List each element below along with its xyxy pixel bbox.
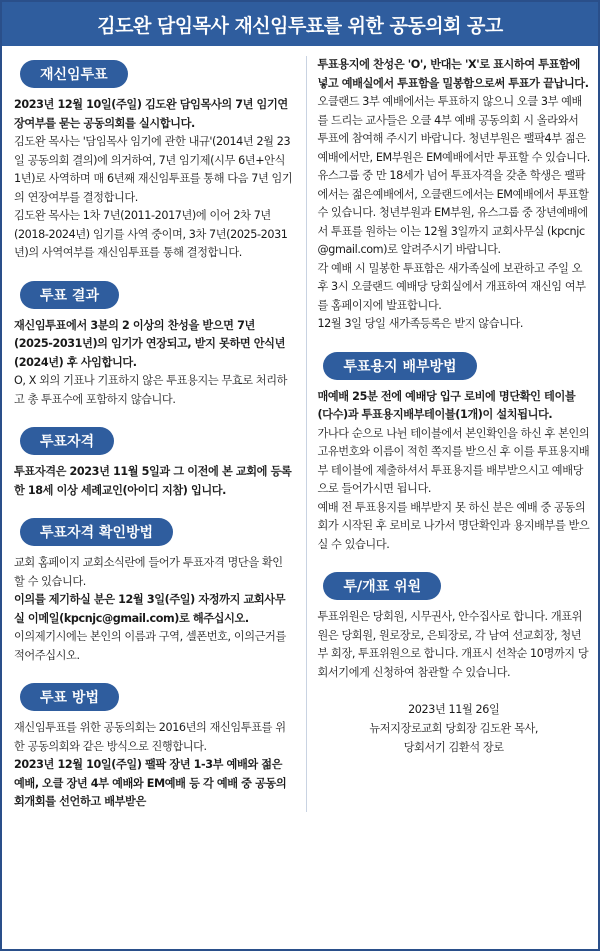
right-column [306,56,590,812]
section-heading-vote-method: 투표 방법 [20,683,119,711]
section-text: 투표용지에 찬성은 'O', 반대는 'X'로 표시하여 투표함에 넣고 예배실에서 투표함을 밀봉함으로써 투표가 끝납니다. [317,58,589,90]
section-heading-vote-committee: 투/개표 위원 [323,572,441,600]
section-text: 재신임투표를 위한 공동의회는 2016년의 재신임투표를 위한 공동의회와 같은 방식으로 진행합니다. [14,721,286,753]
section-text: 김도완 목사는 1차 7년(2011-2017년)에 이어 2차 7년(2018-2024년) 임기를 사역 중이며, 3차 7년(2025-2031년)의 사역여부를 재신임투표를 통해 결정합니다. [14,209,288,259]
section-text: 각 예배 시 밀봉한 투표함은 새가족실에 보관하고 주일 오후 3시 오클랜드 예배당 당회실에서 개표하여 재신임 여부를 홈페이지에 발표합니다. [317,261,586,312]
section-text: 투표자격은 2023년 11월 5일과 그 이전에 본 교회에 등록한 18세 이상 세례교인(아이디 지참) 입니다. [14,465,292,497]
section-text: 이의제기시에는 본인의 이름과 구역, 셀폰번호, 이의근거를 적어주십시오. [14,630,286,662]
section-text: 예배 전 투표용지를 배부받지 못 하신 분은 예배 중 공동의회가 시작된 후 로비로 나가서 명단확인과 용지배부를 받으실 수 있습니다. [317,500,590,551]
section-heading-eligibility-check: 투표자격 확인방법 [20,518,173,546]
title-banner [2,2,598,46]
section-text: 2023년 12월 10일(주일) 팰팍 장년 1-3부 예배와 젊은 예배, 오클 장년 4부 예배와 EM예배 등 각 예배 중 공동의회개회를 선언하고 배부받은 [14,758,287,808]
section-text: 김도완 목사는 '담임목사 임기에 관한 내규'(2014년 2월 23일 공동의회 결의)에 의거하여, 7년 임기제(시무 6년+안식 1년)로 사역하며 매 6년째 재신임투표를 통해 다음 7년 임기의 연장여부를 결정합니다. [14,135,293,204]
section-heading-eligibility: 투표자격 [20,427,114,455]
section-text: 매예배 25분 전에 예배당 입구 로비에 명단확인 테이블(다수)과 투표용지배부테이블(1개)이 설치됩니다. [317,389,576,421]
page-title: 김도완 담임목사 재신임투표를 위한 공동의회 공고 [97,14,503,37]
section-text: O, X 외의 기표나 기표하지 않은 투표용지는 무효로 처리하고 총 투표수에 포함하지 않습니다. [14,374,288,406]
section-text: 가나다 순으로 나뉜 테이블에서 본인확인을 하신 후 본인의 고유번호와 이름이 적힌 쪽지를 받으신 후 이를 투표용지배부 테이블에 제출하셔서 투표용지를 배부받으시고 예배당으로 들어가시면 됩니다. [317,426,590,495]
section-text: 재신임투표에서 3분의 2 이상의 찬성을 받으면 7년(2025-2031년)의 임기가 연장되고, 받지 못하면 안식년(2024년) 후 사임합니다. [14,318,285,369]
signature-block [317,700,590,757]
section-text: 2023년 12월 10일(주일) 김도완 담임목사의 7년 임기연장여부를 묻는 공동의회를 실시합니다. [14,98,288,130]
signature-line: 뉴저지장로교회 당회장 김도완 목사, [369,722,539,735]
section-text: 12월 3일 당일 새가족등록은 받지 않습니다. [317,317,524,330]
section-heading-reconfirmation-vote: 재신임투표 [20,60,128,88]
section-text: 오클랜드 3부 예배에서는 투표하지 않으니 오클 3부 예배를 드리는 교사들은 오클 4부 예배 공동의회 시 올라와서 투표에 참여해 주시기 바랍니다. 청년부원은 팰팍4부 젊은예배에서만, EM부원은 EM예배에서만 투표할 수 있습니다. 유스그룹 중 만 18세가 넘어 투표자격을 갖춘 학생은 팰팍에서는 젊은예배에서, 오클랜드에서는 EM예배에서 투표할 수 있습니다. 청년부원과 EM부원, 유스그룹 중 장년예배에서 투표를 원하는 이는 12월 3일까지 교회사무실 (kpcnjc @gmail.com)로 알려주시기 바랍니다. [317,95,590,256]
section-heading-vote-result: 투표 결과 [20,281,119,309]
section-text: 투표위원은 당회원, 시무권사, 안수집사로 합니다. 개표위원은 당회원, 원로장로, 은퇴장로, 각 남여 선교회장, 청년부 회장, 투표위원으로 합니다. 개표시 선착순 10명까지 당회서기에게 신청하여 참관할 수 있습니다. [317,610,589,679]
signature-date: 2023년 11월 26일 [408,703,500,716]
signature-line: 당회서기 김환석 장로 [403,741,504,754]
left-column [14,56,292,812]
section-heading-ballot-distribution: 투표용지 배부방법 [323,352,476,380]
section-text: 이의를 제기하실 분은 12월 3일(주일) 자정까지 교회사무실 이메일(kpcnjc@gmail.com)로 해주십시오. [14,593,286,625]
section-text: 교회 홈페이지 교회소식란에 들어가 투표자격 명단을 확인할 수 있습니다. [14,556,283,588]
